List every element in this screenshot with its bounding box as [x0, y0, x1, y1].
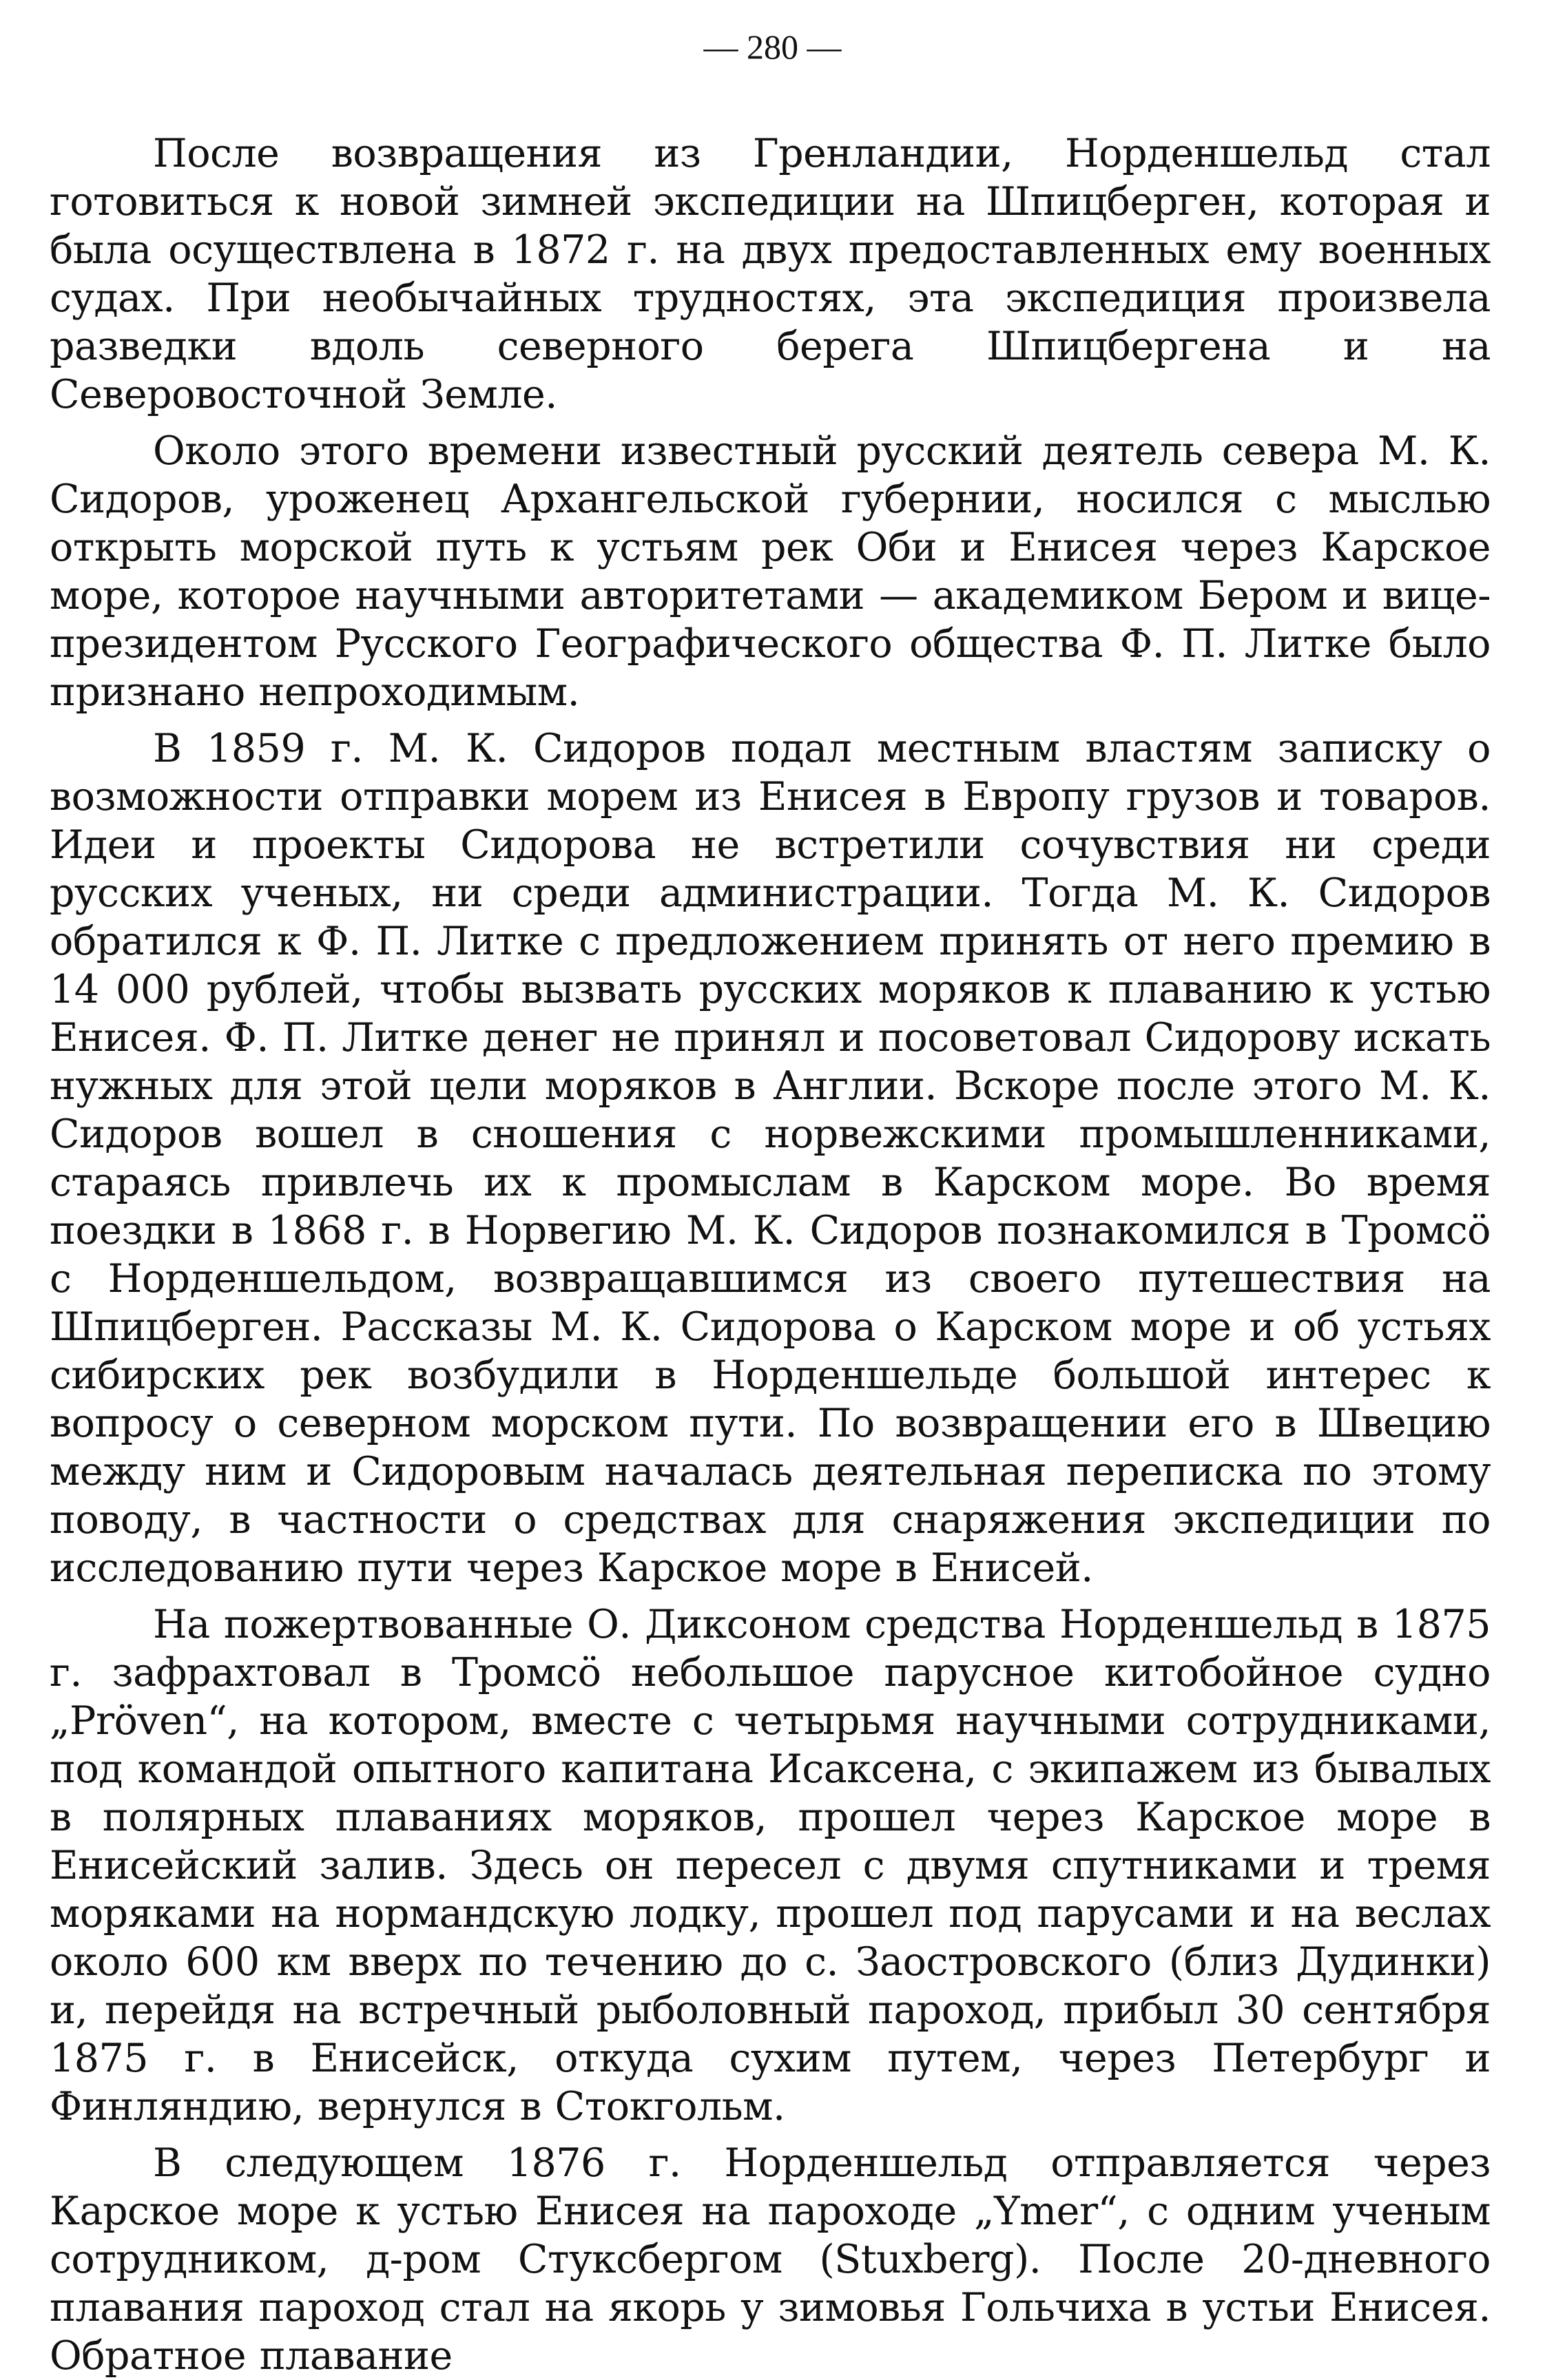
paragraph: В следующем 1876 г. Норденшельд отправляется через Карское море к устью Енисея на пароходе „Ymer“, с одним ученым сотрудником, д-ром Стуксбергом (Stuxberg). После 20-дневного плавания пароход стал на якорь у зимовья Гольчиха в устьи Енисея. Обратное плавание	[50, 2140, 1491, 2379]
paragraph: В 1859 г. М. К. Сидоров подал местным властям записку о возможности отправки морем из Енисея в Европу грузов и товаров. Идеи и проекты Сидорова не встретили сочувствия ни среди русских ученых, ни среди администрации. Тогда М. К. Сидоров обратился к Ф. П. Литке с предложением принять от него премию в 14 000 рублей, чтобы вызвать русских моряков к плаванию к устью Енисея. Ф. П. Литке денег не принял и посоветовал Сидорову искать нужных для этой цели моряков в Англии. Вскоре после этого М. К. Сидоров вошел в сношения с норвежскими промышленниками, стараясь привлечь их к промыслам в Карском море. Во время поездки в 1868 г. в Норвегию М. К. Сидоров познакомился в Тромсö с Норденшельдом, возвращавшимся из своего путешествия на Шпицберген. Рассказы М. К. Сидорова о Карском море и об устьях сибирских рек возбудили в Норденшельде большой интерес к вопросу о северном морском пути. По возвращении его в Швецию между ним и Сидоровым началась деятельная переписка по этому поводу, в частности о средствах для снаряжения экспедиции по исследованию пути через Карское море в Енисей.	[50, 726, 1491, 1591]
paragraph: Около этого времени известный русский деятель севера М. К. Сидоров, уроженец Архангельской губернии, носился с мыслью открыть морской путь к устьям рек Оби и Енисея через Карское море, которое научными авторитетами — академиком Бером и вице-президентом Русского Географического общества Ф. П. Литке было признано непроходимым.	[50, 428, 1491, 715]
paragraph: На пожертвованные О. Диксоном средства Норденшельд в 1875 г. зафрахтовал в Тромсö небольшое парусное китобойное судно „Pröven“, на котором, вместе с четырьмя научными сотрудниками, под командой опытного капитана Исаксена, с экипажем из бывалых в полярных плаваниях моряков, прошел через Карское море в Енисейский залив. Здесь он пересел с двумя спутниками и тремя моряками на нормандскую лодку, прошел под парусами и на веслах около 600 км вверх по течению до с. Заостровского (близ Дудинки) и, перейдя на встречный рыболовный пароход, прибыл 30 сентября 1875 г. в Енисейск, откуда сухим путем, через Петербург и Финляндию, вернулся в Стокгольм.	[50, 1602, 1491, 2129]
page-number: — 280 —	[703, 28, 842, 66]
body-text	[50, 129, 1491, 2380]
paragraph: После возвращения из Гренландии, Норденшельд стал готовиться к новой зимней экспедиции на Шпицберген, которая и была осуществлена в 1872 г. на двух предоставленных ему военных судах. При необычайных трудностях, эта экспедиция произвела разведки вдоль северного берега Шпицбергена и на Северовосточной Земле.	[50, 131, 1491, 417]
